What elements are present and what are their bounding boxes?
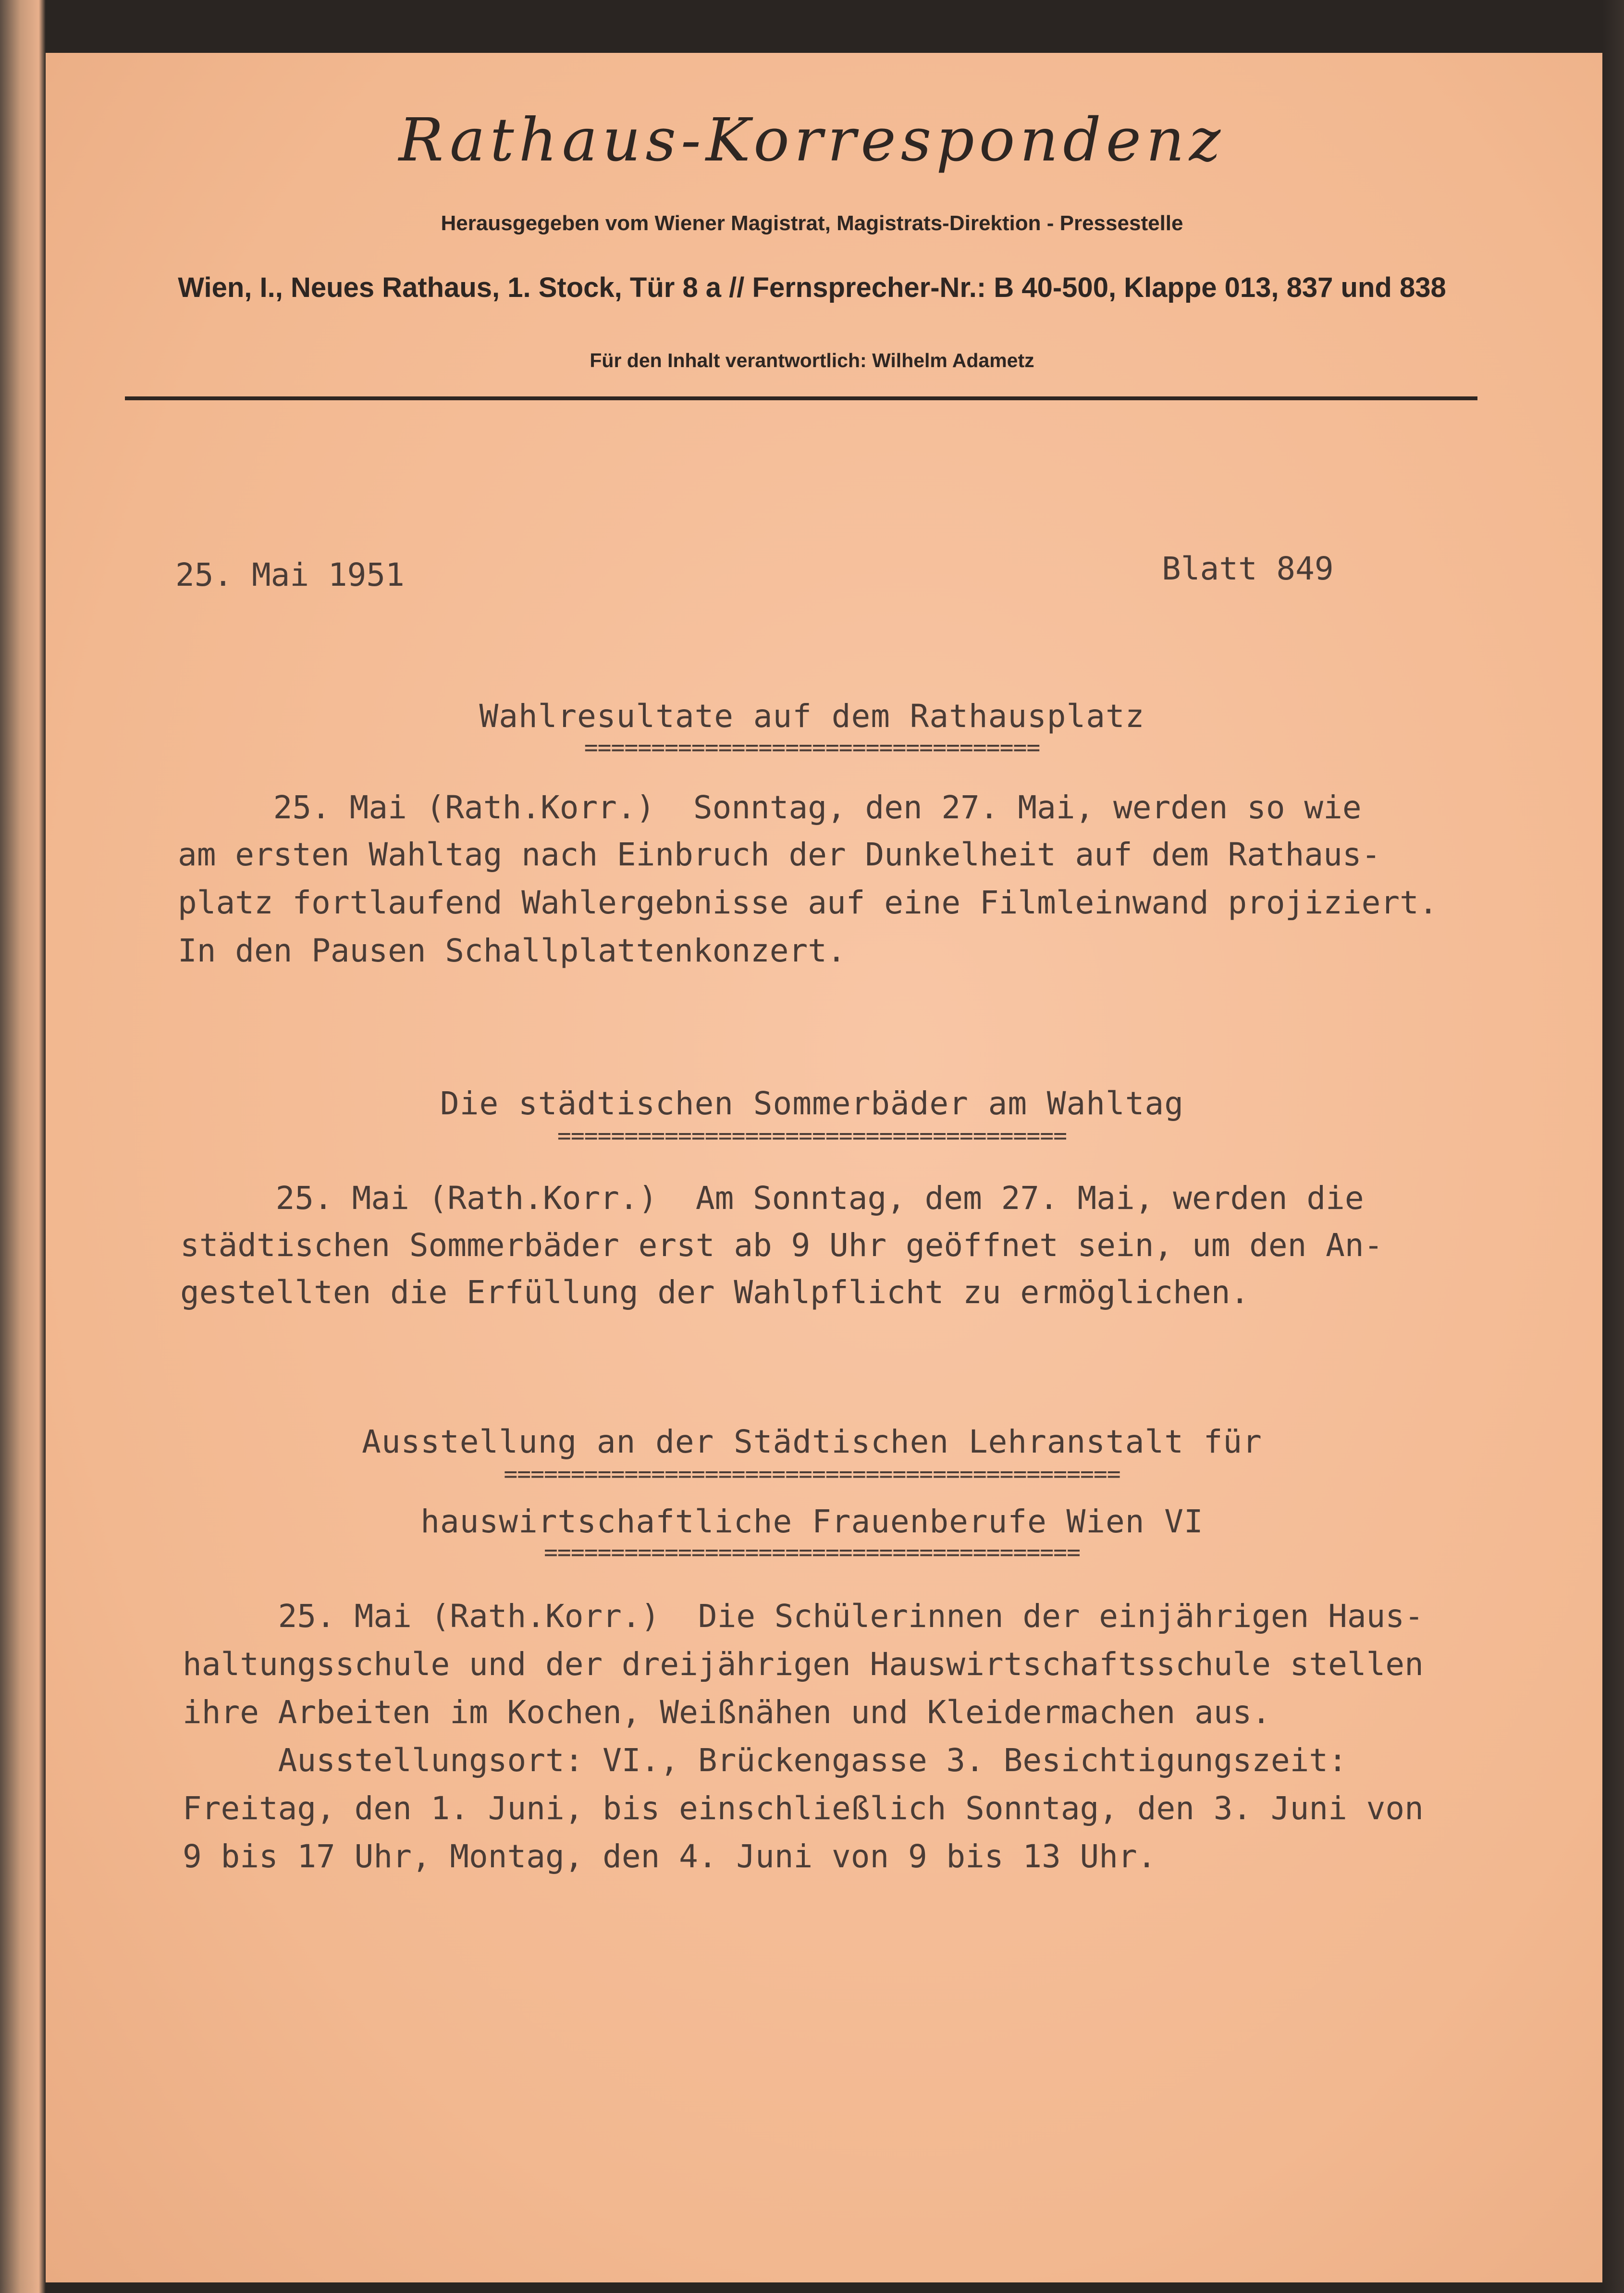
- article-heading: [0, 698, 1624, 735]
- article-line: haltungsschule und der dreijährigen Hauswirtschaftsschule stellen: [183, 1646, 1424, 1683]
- heading-text: hauswirtschaftliche Frauenberufe Wien VI: [420, 1503, 1204, 1540]
- heading-underline: ========================================: [544, 1539, 1080, 1566]
- article-heading: [0, 1503, 1624, 1540]
- heading-text: Wahlresultate auf dem Rathausplatz: [479, 698, 1145, 735]
- article-line: Ausstellungsort: VI., Brückengasse 3. Besichtigungszeit:: [183, 1742, 1347, 1779]
- masthead-publisher: Herausgegeben vom Wiener Magistrat, Magistrats-Direktion - Pressestelle: [441, 211, 1183, 235]
- article-line: gestellten die Erfüllung der Wahlpflicht zu ermöglichen.: [180, 1274, 1250, 1311]
- article-line: 25. Mai (Rath.Korr.) Sonntag, den 27. Mai, werden so wie: [178, 789, 1362, 826]
- article-line: Freitag, den 1. Juni, bis einschließlich Sonntag, den 3. Juni von: [183, 1790, 1424, 1827]
- heading-underline: ==================================: [584, 734, 1040, 761]
- document-page: [46, 53, 1602, 2282]
- article-heading: [0, 1423, 1624, 1460]
- sheet-number: Blatt 849: [1162, 550, 1334, 587]
- masthead-rule: [125, 396, 1477, 400]
- article-line: In den Pausen Schallplattenkonzert.: [178, 932, 846, 969]
- article-heading: [0, 1085, 1624, 1122]
- masthead-title: Rathaus-Korrespondenz: [398, 106, 1226, 175]
- article-line: 25. Mai (Rath.Korr.) Am Sonntag, dem 27. Mai, werden die: [180, 1180, 1364, 1217]
- masthead-responsible: Für den Inhalt verantwortlich: Wilhelm Adametz: [590, 349, 1034, 371]
- masthead-address: Wien, I., Neues Rathaus, 1. Stock, Tür 8 a // Fernsprecher-Nr.: B 40-500, Klappe 013, 837 und 838: [178, 272, 1446, 303]
- article-line: am ersten Wahltag nach Einbruch der Dunkelheit auf dem Rathaus-: [178, 836, 1381, 873]
- heading-text: Ausstellung an der Städtischen Lehranstalt für: [362, 1423, 1262, 1460]
- article-line: städtischen Sommerbäder erst ab 9 Uhr geöffnet sein, um den An-: [180, 1227, 1383, 1264]
- article-line: ihre Arbeiten im Kochen, Weißnähen und Kleidermachen aus.: [183, 1694, 1271, 1731]
- dateline: 25. Mai 1951: [175, 556, 405, 593]
- article-line: 9 bis 17 Uhr, Montag, den 4. Juni von 9 bis 13 Uhr.: [183, 1838, 1156, 1875]
- heading-text: Die städtischen Sommerbäder am Wahltag: [440, 1085, 1184, 1122]
- article-line: 25. Mai (Rath.Korr.) Die Schülerinnen der einjährigen Haus-: [183, 1598, 1424, 1635]
- heading-underline: ======================================: [557, 1122, 1067, 1149]
- article-line: platz fortlaufend Wahlergebnisse auf eine Filmleinwand projiziert.: [178, 884, 1438, 921]
- heading-underline: ==============================================: [504, 1461, 1120, 1488]
